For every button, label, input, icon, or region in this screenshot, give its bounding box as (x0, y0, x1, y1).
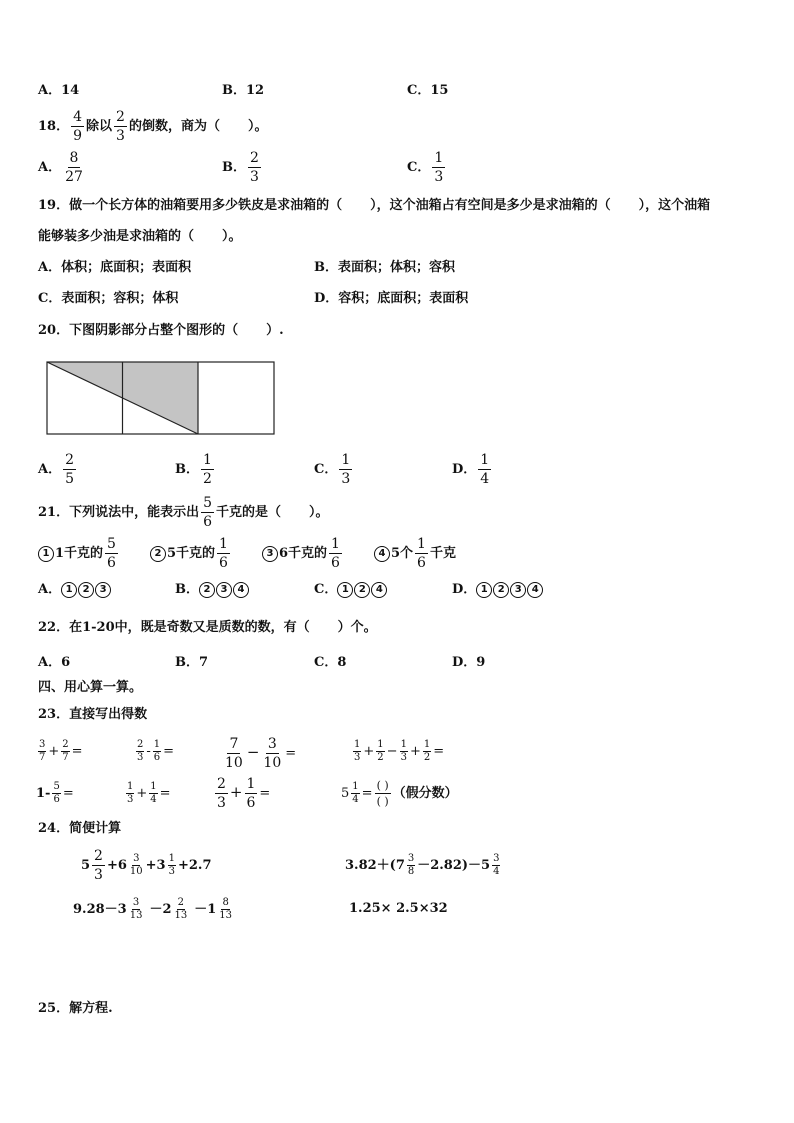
q24-title: 24．简便计算 (38, 821, 122, 836)
q24-expr-2: 3.82＋(7 $\frac{3}{8}$ －2.82)－5 $\frac{3}{4}$ (345, 853, 500, 877)
q20-stem: 20．下图阴影部分占整个图形的（ ）. (38, 323, 284, 338)
q18-option-a: A． $\frac{8}{27}$ (38, 150, 83, 185)
q20-option-b: B． $\frac{1}{2}$ (175, 452, 212, 487)
q23-expr-1: $\frac{3}{7}$ + $\frac{2}{7}$ = (39, 739, 83, 763)
q25-title: 25．解方程. (38, 1001, 113, 1016)
q24-expr-3: 9.28－3 $\frac{3}{13}$ －2 $\frac{2}{13}$ －1 $\frac{8}{13}$ (73, 897, 233, 921)
q21-item-4: 4 5个 $\frac{1}{6}$ 千克 (374, 537, 456, 571)
q19-option-a: A．体积；底面积；表面积 (38, 260, 192, 275)
q21-option-d: D． 1 2 3 4 (452, 581, 544, 599)
q21-item-2: 2 5千克的 $\frac{1}{6}$ (150, 537, 232, 571)
q19-stem-line1: 19．做一个长方体的油箱要用多少铁皮是求油箱的（ ），这个油箱占有空间是多少是求油箱的（ ），这个油箱 (38, 198, 711, 213)
q22-option-c: C．8 (314, 655, 347, 670)
q21-option-c: C． 1 2 4 (314, 581, 388, 599)
q22-option-a: A．6 (38, 655, 71, 670)
q23-expr-5: 1- $\frac{5}{6}$ = (36, 781, 74, 805)
q24-expr-4: 1.25× 2.5×32 (349, 901, 448, 916)
q20-option-c: C． $\frac{1}{3}$ (314, 452, 351, 487)
q23-title: 23．直接写出得数 (38, 707, 148, 722)
q23-expr-8: 5 $\frac{1}{4}$ = $\frac{( )}{( )}$ （假分数） (341, 779, 458, 808)
q17-option-c: C．15 (407, 83, 449, 98)
q22-stem: 22．在1-20中，既是奇数又是质数的数，有（ ）个。 (38, 620, 377, 635)
q21-option-b: B． 2 3 4 (175, 581, 250, 599)
q19-stem-line2: 能够装多少油是求油箱的（ ）。 (38, 229, 242, 244)
q17-option-a: A．14 (38, 83, 80, 98)
q21-item-3: 3 6千克的 $\frac{1}{6}$ (262, 537, 344, 571)
q21-option-a: A． 1 2 3 (38, 581, 112, 599)
q19-option-b: B．表面积；体积；容积 (314, 260, 456, 275)
q18-option-c: C． $\frac{1}{3}$ (407, 150, 444, 185)
q23-expr-2: $\frac{2}{3}$ - $\frac{1}{6}$ = (137, 739, 175, 763)
fraction: $\frac{2}{3}$ (116, 109, 125, 144)
q18-option-b: B． $\frac{2}{3}$ (222, 150, 259, 185)
q18-stem: 18． $\frac{4}{9}$ 除以 $\frac{2}{3}$ 的倒数，商为（ ）。 (38, 109, 268, 144)
section-4-title: 四、用心算一算。 (38, 680, 143, 695)
q23-expr-4: $\frac{1}{3}$ + $\frac{1}{2}$ − $\frac{1}{3}$ + $\frac{1}{2}$ = (354, 739, 445, 763)
q23-expr-7: $\frac{2}{3}$ + $\frac{1}{6}$ = (217, 776, 271, 811)
q21-item-1: 1 1千克的 $\frac{5}{6}$ (38, 537, 120, 571)
q19-option-d: D．容积；底面积；表面积 (314, 291, 469, 306)
q22-option-d: D．9 (452, 655, 486, 670)
q24-expr-1: 5 $\frac{2}{3}$ +6 $\frac{3}{10}$ +3 $\frac{1}{3}$ +2.7 (81, 848, 212, 883)
q23-expr-3: $\frac{7}{10}$ − $\frac{3}{10}$ = (225, 736, 297, 771)
q20-option-a: A． $\frac{2}{5}$ (38, 452, 75, 487)
q19-option-c: C．表面积；容积；体积 (38, 291, 179, 306)
q20-option-d: D． $\frac{1}{4}$ (452, 452, 490, 487)
fraction: $\frac{4}{9}$ (73, 109, 83, 144)
q17-option-b: B．12 (222, 83, 265, 98)
shaded-rectangle-figure (46, 361, 276, 437)
q21-stem: 21．下列说法中，能表示出 $\frac{5}{6}$ 千克的是（ ）。 (38, 495, 329, 530)
q22-option-b: B．7 (175, 655, 209, 670)
q23-expr-6: $\frac{1}{3}$ + $\frac{1}{4}$ = (127, 781, 171, 805)
